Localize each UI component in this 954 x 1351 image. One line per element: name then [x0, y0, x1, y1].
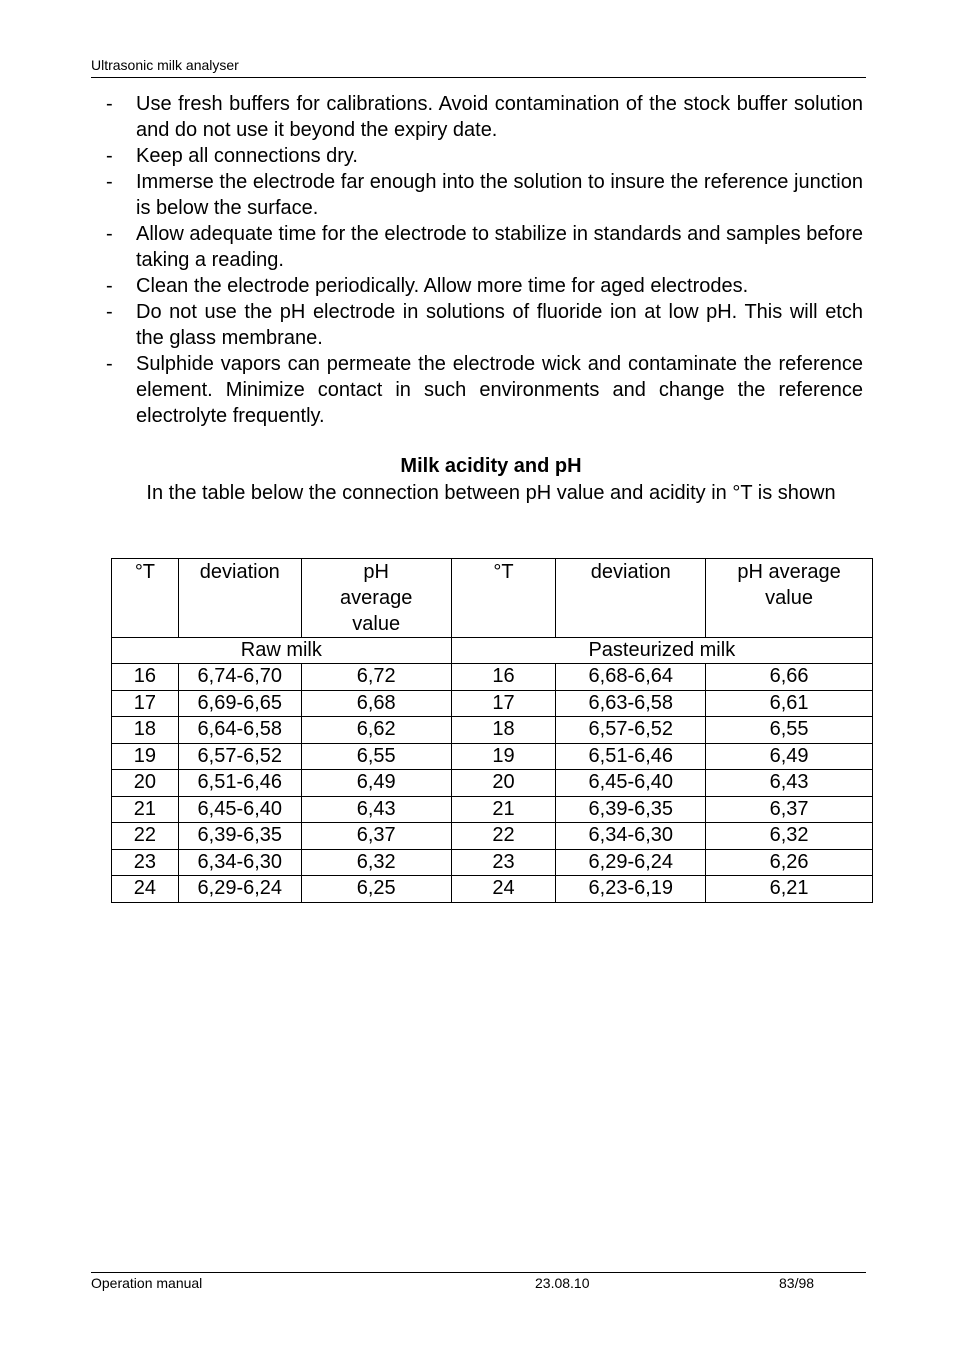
- list-item: [106, 143, 863, 169]
- table-row: [112, 796, 873, 823]
- bullet-dash: -: [106, 145, 113, 167]
- table-cell: 22: [451, 823, 556, 850]
- footer-date: 23.08.10: [535, 1275, 590, 1291]
- table-cell: 6,49: [706, 743, 873, 770]
- table-cell: 6,49: [301, 770, 451, 797]
- column-header: pH average value: [301, 559, 451, 638]
- table-cell: 6,45-6,40: [178, 796, 301, 823]
- column-header: deviation: [178, 559, 301, 638]
- table-cell: 6,64-6,58: [178, 717, 301, 744]
- bullet-text: Sulphide vapors can permeate the electrode wick and contaminate the reference element. Minimize contact in such environments and change the reference electrolyte frequently.: [136, 353, 863, 427]
- table-cell: 6,37: [706, 796, 873, 823]
- table-row: [112, 664, 873, 691]
- table-cell: 6,23-6,19: [556, 876, 706, 903]
- group-label-raw: Raw milk: [112, 638, 452, 664]
- bullet-text: Immerse the electrode far enough into the solution to insure the reference junction is below the surface.: [136, 171, 863, 219]
- bullet-text: Clean the electrode periodically. Allow more time for aged electrodes.: [136, 275, 749, 297]
- footer-doc-name: Operation manual: [91, 1275, 203, 1291]
- table-cell: 19: [451, 743, 556, 770]
- table-cell: 23: [112, 849, 179, 876]
- section-intro: In the table below the connection between pH value and acidity in °T is shown: [146, 482, 836, 504]
- table-cell: 6,43: [706, 770, 873, 797]
- table-cell: 21: [112, 796, 179, 823]
- bullet-dash: -: [106, 301, 113, 323]
- table-cell: 24: [112, 876, 179, 903]
- table-cell: 6,61: [706, 690, 873, 717]
- table-row: [112, 743, 873, 770]
- bullet-text: Use fresh buffers for calibrations. Avoid contamination of the stock buffer solution and do not use it beyond the expiry date.: [136, 93, 863, 141]
- table-row: [112, 690, 873, 717]
- table-cell: 6,66: [706, 664, 873, 691]
- bullet-text: Keep all connections dry.: [136, 145, 358, 167]
- bullet-dash: -: [106, 353, 113, 375]
- list-item: [106, 299, 863, 351]
- table-cell: 6,51-6,46: [556, 743, 706, 770]
- header-title: Ultrasonic milk analyser: [91, 57, 239, 73]
- table-cell: 17: [451, 690, 556, 717]
- list-item: [106, 91, 863, 143]
- column-header: °T: [451, 559, 556, 638]
- group-label-pasteurized: Pasteurized milk: [451, 638, 872, 664]
- footer-divider: [91, 1272, 866, 1273]
- bullet-dash: -: [106, 171, 113, 193]
- table-cell: 6,32: [301, 849, 451, 876]
- table-cell: 6,74-6,70: [178, 664, 301, 691]
- column-header: °T: [112, 559, 179, 638]
- list-item: [106, 351, 863, 429]
- table-cell: 20: [112, 770, 179, 797]
- table-cell: 6,57-6,52: [178, 743, 301, 770]
- list-item: [106, 273, 863, 299]
- table-cell: 6,34-6,30: [178, 849, 301, 876]
- table-cell: 18: [112, 717, 179, 744]
- table-row: [112, 823, 873, 850]
- table-cell: 6,68-6,64: [556, 664, 706, 691]
- bullet-dash: -: [106, 93, 113, 115]
- table-row: [112, 876, 873, 903]
- table-row: [112, 770, 873, 797]
- table-cell: 6,51-6,46: [178, 770, 301, 797]
- table-cell: 23: [451, 849, 556, 876]
- table-group-row: [112, 638, 873, 664]
- table-header-row: [112, 559, 873, 638]
- table-cell: 6,29-6,24: [178, 876, 301, 903]
- table-cell: 6,55: [706, 717, 873, 744]
- table-cell: 16: [112, 664, 179, 691]
- table-cell: 6,32: [706, 823, 873, 850]
- table-cell: 6,63-6,58: [556, 690, 706, 717]
- acidity-ph-table: [111, 558, 873, 903]
- table-cell: 6,45-6,40: [556, 770, 706, 797]
- bullet-text: Allow adequate time for the electrode to stabilize in standards and samples before taking a reading.: [136, 223, 863, 271]
- section-title: Milk acidity and pH: [400, 455, 582, 477]
- table-row: [112, 849, 873, 876]
- table-cell: 6,21: [706, 876, 873, 903]
- table-cell: 6,25: [301, 876, 451, 903]
- table-cell: 6,72: [301, 664, 451, 691]
- table-cell: 6,68: [301, 690, 451, 717]
- table-cell: 6,43: [301, 796, 451, 823]
- table-cell: 18: [451, 717, 556, 744]
- table-cell: 24: [451, 876, 556, 903]
- table-cell: 22: [112, 823, 179, 850]
- table-cell: 20: [451, 770, 556, 797]
- table-cell: 19: [112, 743, 179, 770]
- list-item: [106, 221, 863, 273]
- table-cell: 6,29-6,24: [556, 849, 706, 876]
- bullet-text: Do not use the pH electrode in solutions of fluoride ion at low pH. This will etch the glass membrane.: [136, 301, 863, 349]
- footer-page-number: 83/98: [779, 1275, 815, 1291]
- table-cell: 6,62: [301, 717, 451, 744]
- table-cell: 6,34-6,30: [556, 823, 706, 850]
- table-cell: 6,69-6,65: [178, 690, 301, 717]
- table-row: [112, 717, 873, 744]
- recommendations-list: [106, 91, 863, 429]
- table-cell: 6,26: [706, 849, 873, 876]
- header-divider: [91, 77, 866, 78]
- table-cell: 17: [112, 690, 179, 717]
- bullet-dash: -: [106, 275, 113, 297]
- column-header: deviation: [556, 559, 706, 638]
- table-cell: 6,39-6,35: [178, 823, 301, 850]
- table-cell: 21: [451, 796, 556, 823]
- table-cell: 16: [451, 664, 556, 691]
- table-cell: 6,37: [301, 823, 451, 850]
- column-header: pH average value: [706, 559, 873, 638]
- list-item: [106, 169, 863, 221]
- bullet-dash: -: [106, 223, 113, 245]
- table-cell: 6,39-6,35: [556, 796, 706, 823]
- table-cell: 6,55: [301, 743, 451, 770]
- table-cell: 6,57-6,52: [556, 717, 706, 744]
